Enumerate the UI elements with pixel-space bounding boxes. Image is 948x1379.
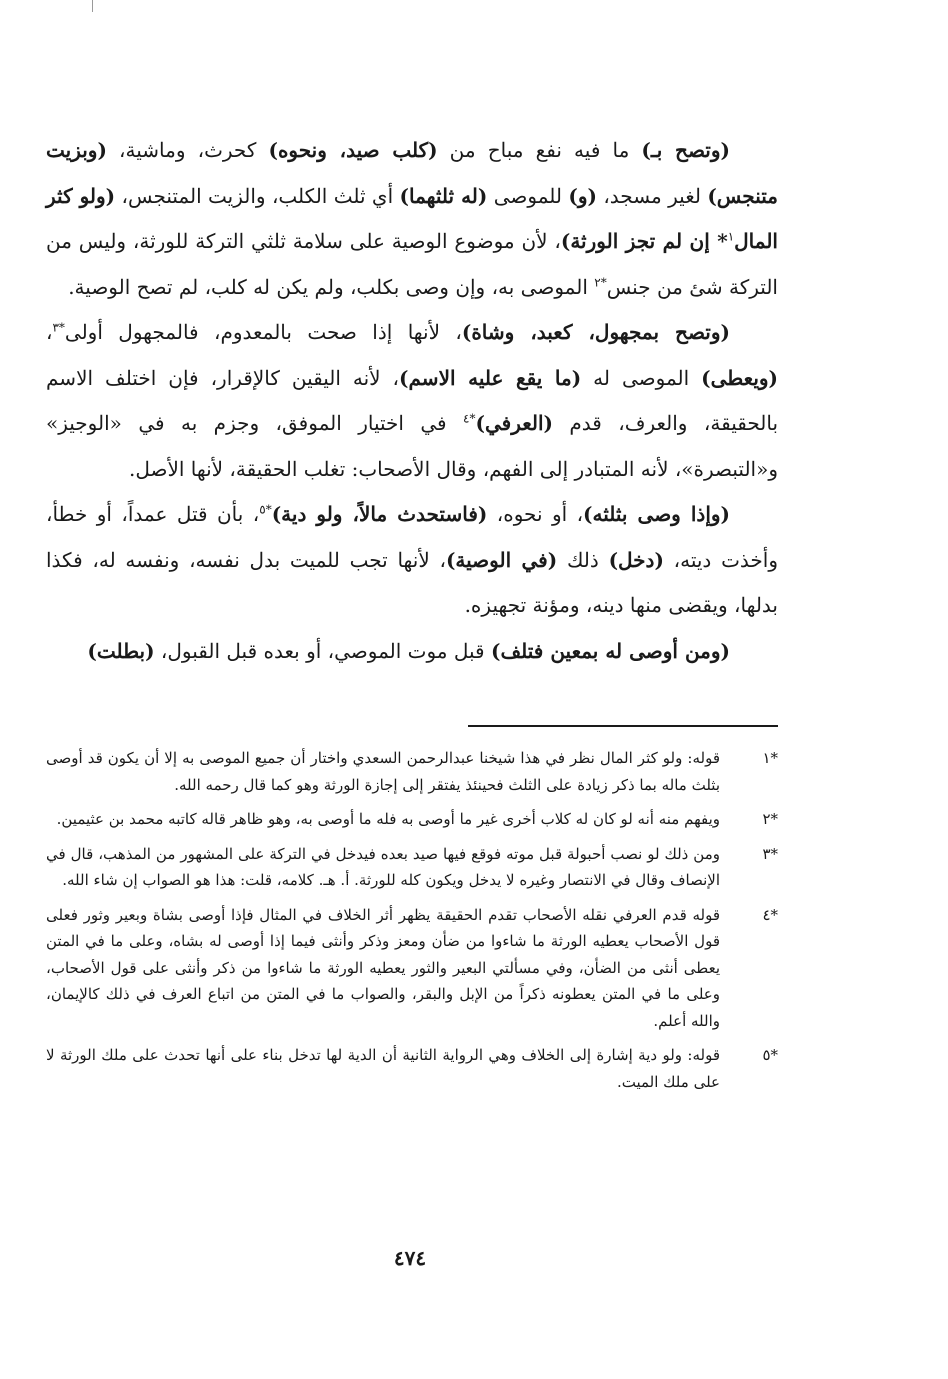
footnotes xyxy=(46,745,778,1103)
matn-text: (وتصح بـ) xyxy=(641,138,730,162)
sharh-text: ، xyxy=(46,320,53,344)
paragraph xyxy=(46,629,778,675)
matn-text: (العرفي) xyxy=(475,411,553,435)
sharh-text: كحرث، وماشية، xyxy=(106,138,269,162)
matn-text: (بطلت) xyxy=(87,638,155,663)
footnote-ref: *٢ xyxy=(594,274,607,289)
matn-text: (فاستحدث مالاً، ولو دية) xyxy=(271,502,488,526)
sharh-text: في اختيار الموفق، وجزم به في «الوجيز» و«التبصرة»، لأنه المتبادر إلى الفهم، وقال الأصحاب: تغلب الحقيقة، لأنها الأصل. xyxy=(46,411,778,481)
matn-text: (وبزيت متنجس) xyxy=(46,138,778,208)
matn-text: (له ثلثهما) xyxy=(399,183,488,208)
footnote-text: ويفهم منه أنه لو كان له كلاب أخرى غير ما أوصى به فله ما أوصى به، وهو ظاهر قاله كاتبه محمد بن عثيمين. xyxy=(56,810,720,828)
footnote-number: *٥ xyxy=(762,1046,778,1064)
footnote xyxy=(46,745,778,798)
matn-text: (ويعطى) xyxy=(701,365,779,390)
footnote-separator xyxy=(468,725,778,727)
matn-text: (وتصح بمجهول، كعبد، وشاة) xyxy=(461,320,730,344)
matn-text: (ومن أوصى له بمعين فتلف) xyxy=(490,638,730,663)
sharh-text: أي ثلث الكلب، والزيت المتنجس، xyxy=(115,183,400,208)
footnote-number: *٢ xyxy=(762,810,778,828)
sharh-text: للموصى xyxy=(487,183,569,208)
sharh-text: ، لأنها إذا صحت بالمعدوم، فالمجهول أولى xyxy=(64,320,462,344)
footnote xyxy=(46,902,778,1035)
footnote-number: *٣ xyxy=(762,844,778,863)
matn-text: (ولو كثر المال xyxy=(46,183,778,253)
matn-text: (في الوصية) xyxy=(445,547,558,572)
page-number: ٤٧٤ xyxy=(393,1246,427,1270)
matn-text: (و) xyxy=(568,183,597,208)
sharh-text: ، لأنها تجب للميت بدل نفسه، ونفسه له، فكذا بدلها، ويقضى منها دينه، ومؤنة تجهيزه. xyxy=(46,547,778,617)
footnote xyxy=(46,1042,778,1095)
sharh-text: لغير مسجد، xyxy=(596,183,708,208)
sharh-text: قبل موت الموصي، أو بعده قبل القبول، xyxy=(154,638,491,663)
sharh-text: الموصى له xyxy=(581,365,702,390)
footnote-text: قوله: ولو كثر المال نظر في هذا شيخنا عبدالرحمن السعدي واختار أن جميع الموصى به إلا أن يكون قد أوصى بثلث ماله بما ذكر زيادة على الثلث فحينئذ يفتقر إلى إجازة الورثة وهو كما قال رحمه الله. xyxy=(46,749,720,794)
sharh-text: الموصى به، وإن وصى بكلب، ولم يكن له كلب، لم تصح الوصية. xyxy=(68,274,595,299)
paragraph xyxy=(46,310,778,492)
footnote-number: *١ xyxy=(762,749,778,767)
footnote xyxy=(46,841,778,894)
footnote-text: قوله قدم العرفي نقله الأصحاب تقدم الحقيقة يظهر أثر الخلاف في المثال فإذا أوصى بشاة وبعير وثور فعلى قول الأصحاب يعطيه الورثة ما شاءوا من ضأن ومعز وذكر وأنثى فيما إذا أوصى له بشاه، وعلى ما في المتن يعطى أنثى من الضأن، وفي مسألتي البعير والثور يعطيه الورثة ما شاءوا من ذكر وأنثى على قول الأصحاب، وعلى ما في المتن يعطونه ذكراً من الإبل والبقر، والصواب ما في المتن من اتباع العرف في ذلك كالإيمان، والله أعلم. xyxy=(46,905,720,1030)
paragraph xyxy=(46,492,778,629)
footnote-number: *٤ xyxy=(762,905,778,924)
matn-text: (كلب صيد، ونحوه) xyxy=(268,138,438,162)
main-text xyxy=(46,128,778,674)
sharh-text: ما فيه نفع مباح من xyxy=(437,138,642,162)
matn-text: (دخل) xyxy=(608,547,664,572)
matn-text: * إن لم تجز الورثة) xyxy=(560,229,728,253)
footnote-ref: *٥ xyxy=(259,502,272,517)
sharh-text: ذلك xyxy=(557,547,609,572)
footnote-ref: ١ xyxy=(727,229,735,244)
footnote-ref: *٤ xyxy=(463,411,476,426)
matn-text: (ما يقع عليه الاسم) xyxy=(399,365,582,390)
footnote-text: قوله: ولو دية إشارة إلى الخلاف وهي الرواية الثانية أن الدية لها تدخل بناء على أنها تحدث على ملك الورثة لا على ملك الميت. xyxy=(46,1046,720,1091)
paragraph xyxy=(46,128,778,310)
scan-mark xyxy=(92,0,93,12)
footnote-ref: *٣ xyxy=(52,320,65,335)
matn-text: (وإذا وصى بثلثه) xyxy=(583,502,731,526)
sharh-text: ، أو نحوه، xyxy=(487,502,584,526)
footnote xyxy=(46,806,778,833)
sharh-text: ، بأن قتل عمداً، أو خطأ، وأخذت ديته، xyxy=(46,502,778,572)
sharh-text: ، لأن موضوع الوصية على سلامة ثلثي التركة للورثة، وليس من التركة شئ من جنس xyxy=(46,229,778,299)
footnote-text: ومن ذلك لو نصب أحبولة قبل موته فوقع فيها صيد بعده فيدخل في التركة على المشهور من المذهب، قال في الإنصاف وقال في الانتصار وغيره لا يدخل ويكون كله للورثة. أ. هـ. كلامه، قلت: هذا هو الصواب إن شاء الله. xyxy=(46,844,720,889)
sharh-text: ، لأنه اليقين كالإقرار، فإن اختلف الاسم بالحقيقة، والعرف، قدم xyxy=(46,365,779,435)
